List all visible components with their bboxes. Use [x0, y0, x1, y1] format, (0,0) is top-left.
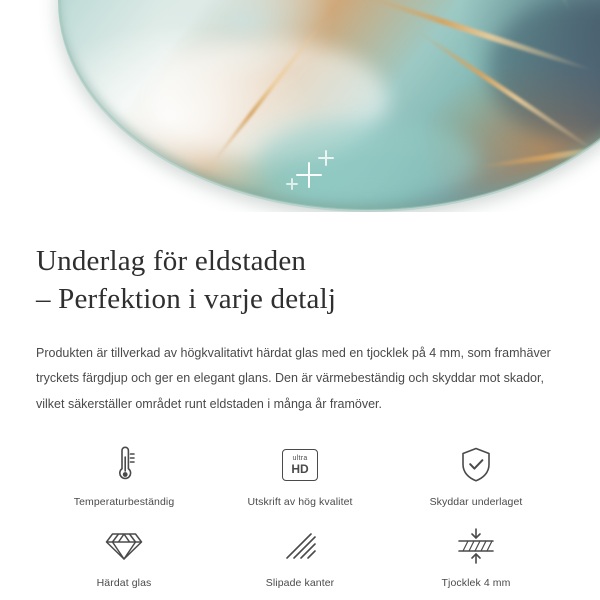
glass-plate-image — [58, 0, 600, 210]
feature-protects-surface — [388, 443, 564, 508]
thermometer-icon — [109, 443, 139, 487]
marble-wisp — [258, 120, 478, 200]
badge-bottom-text: HD — [291, 462, 309, 477]
ultra-hd-icon — [282, 443, 318, 487]
feature-high-quality-print — [212, 443, 388, 508]
feature-thickness — [388, 524, 564, 589]
feature-label: Skyddar underlaget — [429, 496, 523, 509]
feature-grid — [36, 443, 564, 589]
diamond-icon — [104, 524, 144, 568]
badge-top-text: ultra — [292, 455, 308, 463]
feature-label: Utskrift av hög kvalitet — [247, 496, 353, 509]
feature-polished-edges — [212, 524, 388, 589]
feature-temperature-resistant — [36, 443, 212, 508]
content-area — [0, 242, 600, 589]
feature-label: Slipade kanter — [265, 577, 335, 590]
headline-line-1: Underlag för eldstaden — [36, 245, 307, 277]
hero-image — [0, 0, 600, 212]
feature-label: Tjocklek 4 mm — [441, 577, 511, 590]
page-title — [36, 242, 564, 319]
feature-label: Temperaturbeständig — [73, 496, 175, 509]
headline-line-2: – Perfektion i varje detalj — [36, 283, 337, 316]
product-description-text: Produkten är tillverkad av högkvalitativt härdat glas med en tjocklek på 4 mm, som framhäver tryckets färgdjup och ger en elegant glans. Den är värmebeständig och skyddar mot skador, vilket säkerställer området runt eldstaden i många år framöver. — [36, 345, 551, 411]
polished-edges-icon — [281, 524, 319, 568]
feature-tempered-glass — [36, 524, 212, 589]
feature-label: Härdat glas — [96, 577, 152, 590]
shield-check-icon — [458, 443, 494, 487]
thickness-icon — [455, 524, 497, 568]
